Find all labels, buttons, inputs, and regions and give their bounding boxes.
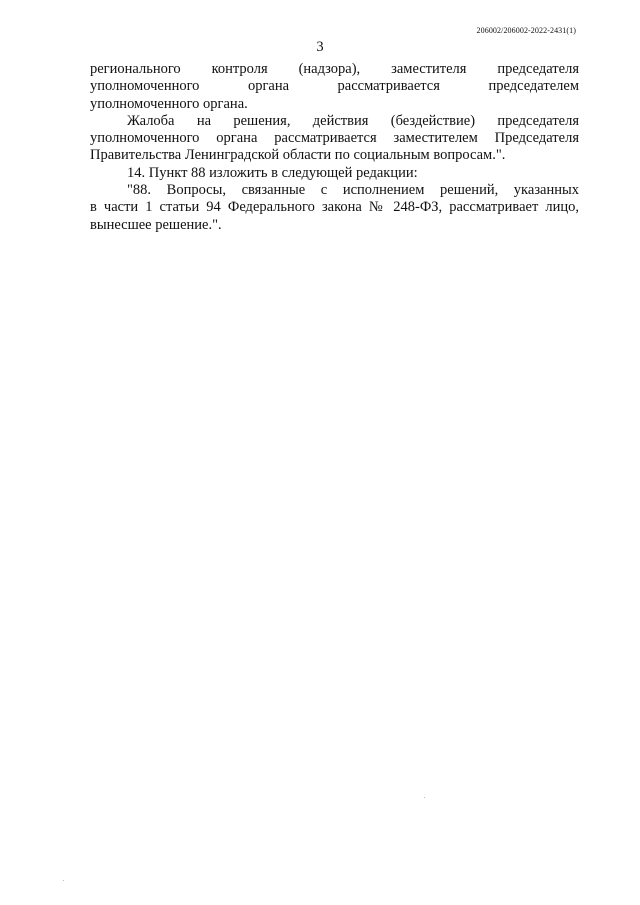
paragraph-line: "88. Вопросы, связанные с исполнением решений, указанных — [127, 182, 579, 199]
paragraph-line: регионального контроля (надзора), заместителя председателя — [90, 61, 579, 77]
paragraph-line: уполномоченного органа. — [90, 95, 248, 112]
paragraph-line: Правительства Ленинградской области по социальным вопросам.". — [90, 147, 506, 164]
document-body — [90, 61, 579, 234]
paragraph-line: в части 1 статьи 94 Федерального закона № 248-ФЗ, рассматривает лицо, — [90, 199, 579, 216]
paragraph-line: 14. Пункт 88 изложить в следующей редакции: — [127, 164, 418, 181]
paragraph-line: Жалоба на решения, действия (бездействие) председателя — [127, 112, 579, 129]
scan-speck — [63, 880, 64, 881]
scan-speck — [424, 797, 425, 798]
paragraph-line: уполномоченного органа рассматривается заместителем Председателя — [90, 130, 579, 147]
page-number: 3 — [316, 39, 324, 55]
paragraph-line: уполномоченного органа рассматривается председателем — [90, 78, 579, 95]
document-id: 206002/206002-2022-2431(1) — [476, 26, 576, 35]
paragraph-line: вынесшее решение.". — [90, 216, 222, 233]
